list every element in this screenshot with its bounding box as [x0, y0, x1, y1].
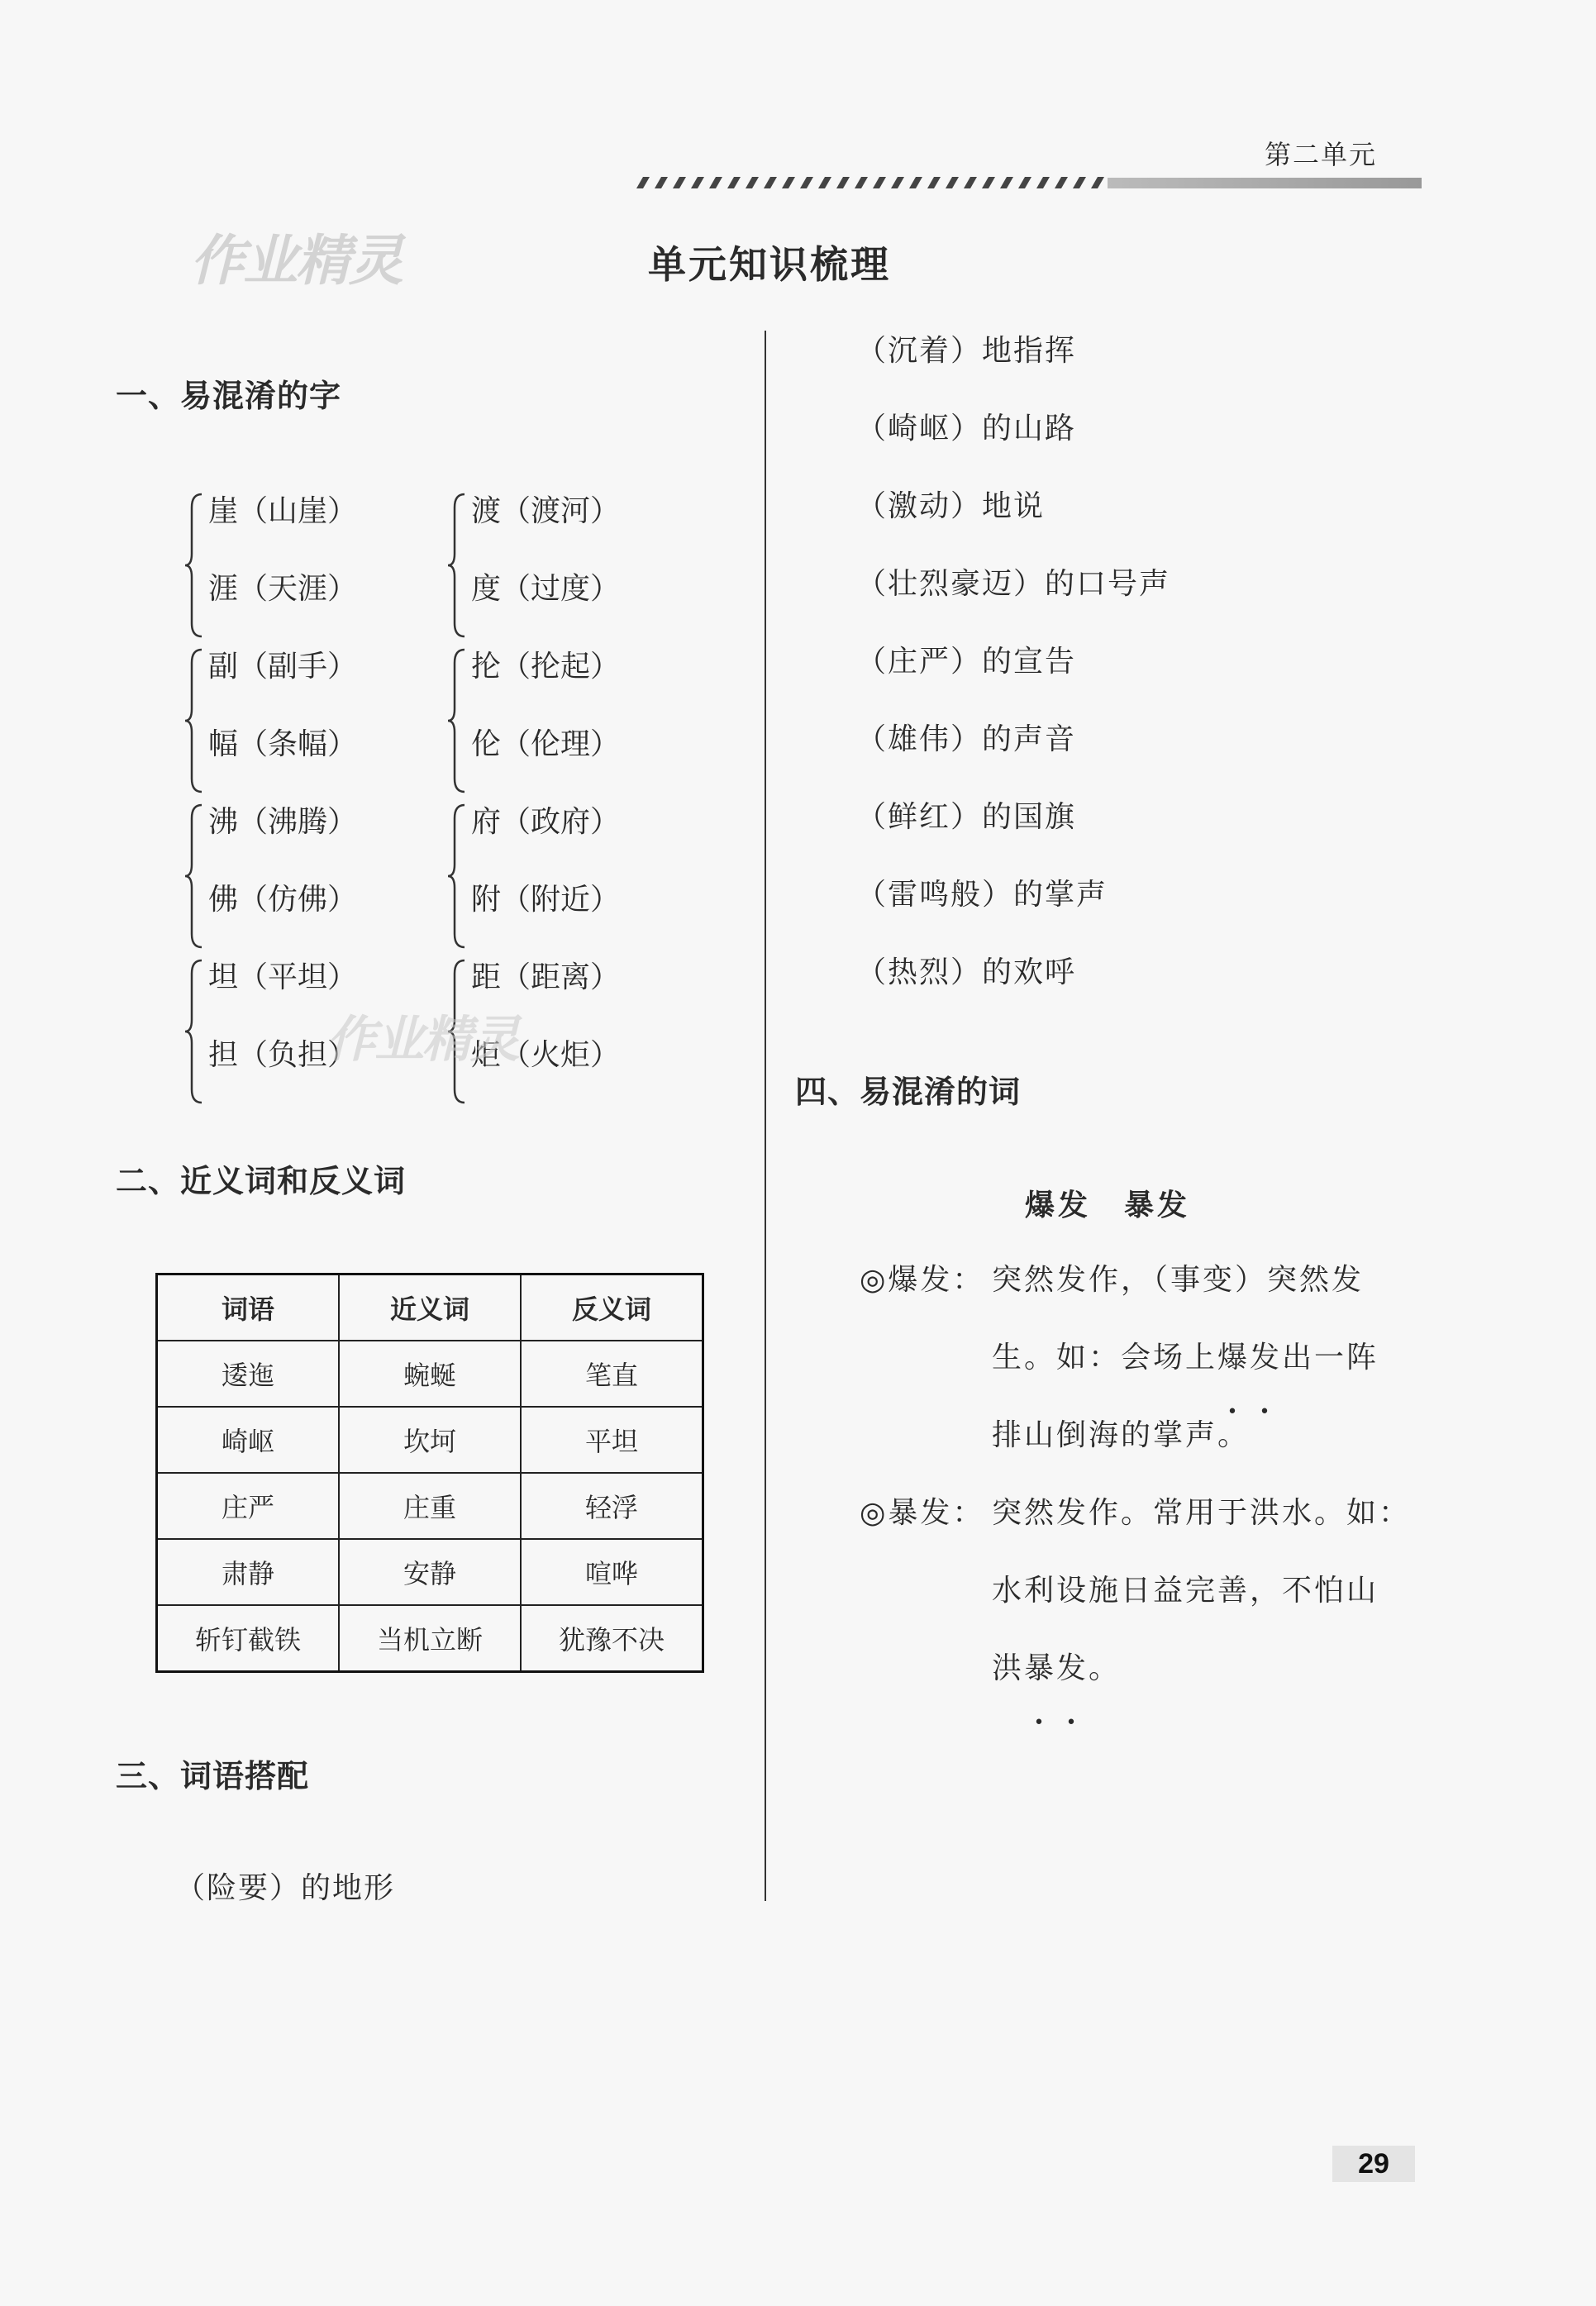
- section-title-word-collocation: 三、词语搭配: [116, 1758, 310, 1794]
- emphasis-dotted-char: 发: [1056, 1651, 1089, 1685]
- definition-text: 。: [1089, 1651, 1122, 1685]
- brace-icon: [446, 493, 468, 638]
- char-pair-item: 幅（条幅）: [208, 727, 358, 761]
- collocation-item: （崎岖）的山路: [856, 412, 1077, 445]
- table-cell: 安静: [339, 1539, 521, 1605]
- table-row: [157, 1473, 703, 1539]
- table-cell: 当机立断: [339, 1605, 521, 1672]
- definition-text: 洪: [992, 1651, 1025, 1685]
- emphasis-dotted-char: 发: [1250, 1341, 1283, 1375]
- word-pair-heading: 爆发 暴发: [1025, 1189, 1191, 1222]
- char-pair-item: 渡（渡河）: [471, 494, 621, 528]
- emphasis-dotted-char: 暴: [1024, 1651, 1057, 1685]
- brace-icon: [183, 493, 205, 638]
- definition-text: 排山倒海的掌声。: [992, 1418, 1251, 1452]
- section-title-confusable-characters: 一、易混淆的字: [116, 378, 342, 414]
- emphasis-dotted-char: 爆: [1217, 1341, 1251, 1375]
- page-number: 29: [1332, 2146, 1415, 2182]
- definition-baofa-burst: [860, 1475, 1430, 1708]
- char-pair-item: 距（距离）: [471, 960, 621, 994]
- char-pair-item: 涯（天涯）: [208, 572, 358, 606]
- table-header-cell: 词语: [157, 1274, 340, 1341]
- char-pair: [183, 643, 398, 800]
- definition-text: 突然发作。常用于洪水。如：: [992, 1496, 1412, 1530]
- table-cell: 肃静: [157, 1539, 340, 1605]
- char-pair: [446, 488, 661, 645]
- table-cell: 崎岖: [157, 1407, 340, 1473]
- table-cell: 犹豫不决: [521, 1605, 703, 1672]
- table-row: [157, 1407, 703, 1473]
- synonym-antonym-table: [155, 1273, 704, 1673]
- collocation-item: （激动）地说: [856, 489, 1046, 523]
- brace-icon: [446, 803, 468, 949]
- brace-icon: [183, 803, 205, 949]
- definition-text: 生。如：会场上: [992, 1341, 1218, 1375]
- page-title: 单元知识梳理: [648, 242, 891, 287]
- unit-label: 第二单元: [1265, 139, 1378, 170]
- table-cell: 笔直: [521, 1341, 703, 1407]
- collocation-item: （雄伟）的声音: [856, 722, 1077, 756]
- table-row: [157, 1539, 703, 1605]
- table-header-cell: 反义词: [521, 1274, 703, 1341]
- table-header-cell: 近义词: [339, 1274, 521, 1341]
- char-pair-item: 炬（火炬）: [471, 1038, 621, 1072]
- collocation-item: （庄严）的宣告: [856, 645, 1077, 679]
- column-divider: [765, 331, 766, 1901]
- definition-text: 水利设施日益完善，不怕山: [992, 1574, 1379, 1608]
- char-pair: [183, 798, 398, 955]
- char-pair-item: 度（过度）: [471, 572, 621, 606]
- brace-icon: [183, 959, 205, 1104]
- definition-text: 突然发作，（事变）突然发: [992, 1263, 1365, 1297]
- char-pair-item: 崖（山崖）: [208, 494, 358, 528]
- char-pair: [446, 643, 661, 800]
- section-title-confusable-words: 四、易混淆的词: [795, 1074, 1022, 1110]
- brace-icon: [446, 648, 468, 793]
- char-pair: [446, 798, 661, 955]
- char-pair-item: 坦（平坦）: [208, 960, 358, 994]
- char-pair-item: 附（附近）: [471, 883, 621, 917]
- definition-baofa-explode: [860, 1241, 1430, 1475]
- collocation-item: （险要）的地形: [175, 1871, 396, 1905]
- definition-marker: ◎暴发：: [860, 1496, 985, 1530]
- table-row: [157, 1605, 703, 1672]
- char-pair-item: 抡（抡起）: [471, 650, 621, 684]
- table-cell: 坎坷: [339, 1407, 521, 1473]
- table-cell: 庄严: [157, 1473, 340, 1539]
- table-cell: 轻浮: [521, 1473, 703, 1539]
- table-cell: 庄重: [339, 1473, 521, 1539]
- char-pair-item: 府（政府）: [471, 805, 621, 839]
- definition-text: 出一阵: [1282, 1341, 1379, 1375]
- char-pair-item: 担（负担）: [208, 1038, 358, 1072]
- table-cell: 蜿蜒: [339, 1341, 521, 1407]
- collocation-item: （壮烈豪迈）的口号声: [856, 567, 1171, 601]
- table-cell: 喧哗: [521, 1539, 703, 1605]
- collocation-item: （鲜红）的国旗: [856, 800, 1077, 834]
- collocation-item: （雷鸣般）的掌声: [856, 878, 1108, 912]
- table-cell: 逶迤: [157, 1341, 340, 1407]
- section-title-synonyms-antonyms: 二、近义词和反义词: [116, 1163, 407, 1199]
- collocation-item: （热烈）的欢呼: [856, 955, 1077, 989]
- definition-marker: ◎爆发：: [860, 1263, 985, 1297]
- char-pair-item: 沸（沸腾）: [208, 805, 358, 839]
- table-cell: 平坦: [521, 1407, 703, 1473]
- char-pair: [183, 488, 398, 645]
- watermark-logo: 作业精灵: [326, 1011, 518, 1069]
- char-pair-item: 副（副手）: [208, 650, 358, 684]
- brace-icon: [183, 648, 205, 793]
- char-pair-item: 佛（仿佛）: [208, 883, 358, 917]
- header-stripe-bar: [636, 175, 1422, 190]
- watermark-logo: 作业精灵: [190, 229, 402, 293]
- table-cell: 斩钉截铁: [157, 1605, 340, 1672]
- char-pair-item: 伦（伦理）: [471, 727, 621, 761]
- table-row: [157, 1341, 703, 1407]
- table-header-row: [157, 1274, 703, 1341]
- collocation-item: （沉着）地指挥: [856, 334, 1077, 368]
